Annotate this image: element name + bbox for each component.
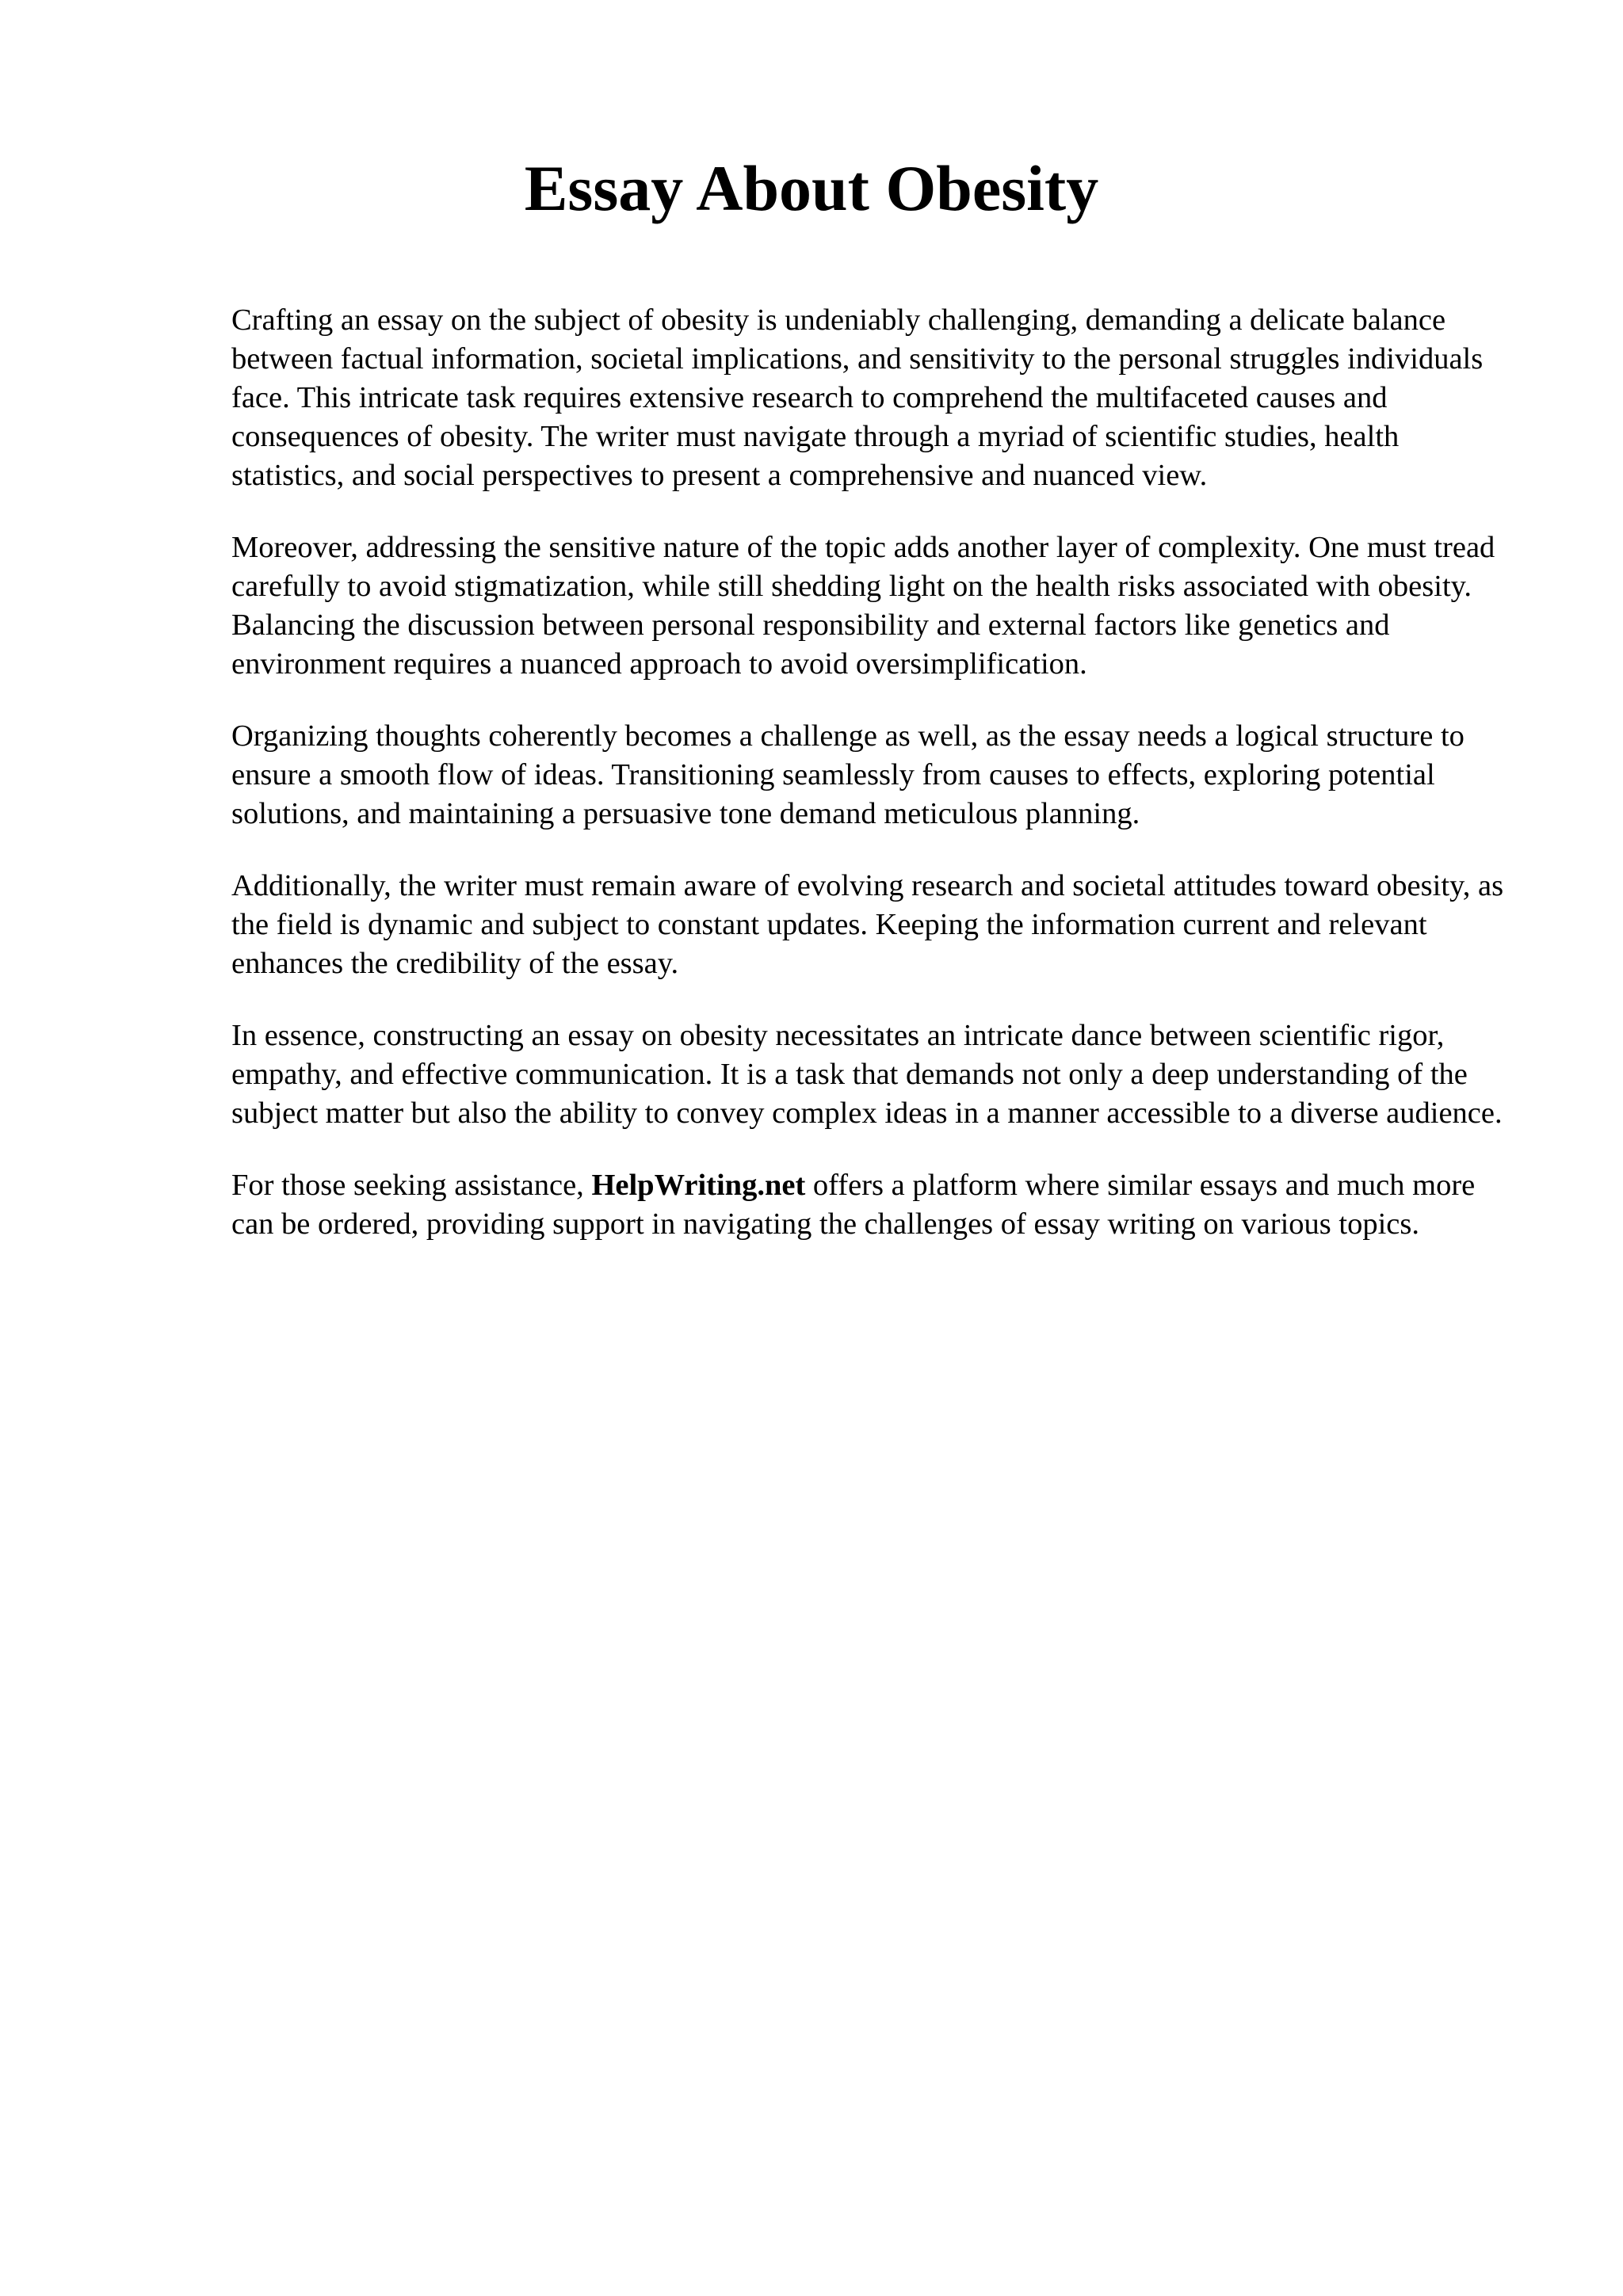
paragraph-essence: In essence, constructing an essay on obesity necessitates an intricate dance between scientific rigor, empathy, and effective communication. It is a task that demands not only a deep understanding of the subject matter but also the ability to convey complex ideas in a manner accessible to a diverse audience. (231, 1019, 1503, 1130)
paragraph-sensitivity: Moreover, addressing the sensitive nature of the topic adds another layer of complexity. One must tread carefully to avoid stigmatization, while still shedding light on the health risks associated with obesity. Balancing the discussion between personal responsibility and external factors like genetics and environment requires a nuanced approach to avoid oversimplification. (231, 531, 1495, 681)
paragraph-research: Additionally, the writer must remain aware of evolving research and societal attitudes toward obesity, as the field is dynamic and subject to constant updates. Keeping the information current and relevant enhances the credibility of the essay. (231, 869, 1504, 980)
document-title: Essay About Obesity (524, 152, 1099, 224)
paragraph-intro: Crafting an essay on the subject of obesity is undeniably challenging, demanding a delicate balance between factual information, societal implications, and sensitivity to the personal struggles individuals face. This intricate task requires extensive research to comprehend the multifaceted causes and consequences of obesity. The writer must navigate through a myriad of scientific studies, health statistics, and social perspectives to present a comprehensive and nuanced view. (231, 303, 1484, 492)
essay-body (231, 301, 1515, 1277)
paragraph-organization: Organizing thoughts coherently becomes a challenge as well, as the essay needs a logical structure to ensure a smooth flow of ideas. Transitioning seamlessly from causes to effects, exploring potential solutions, and maintaining a persuasive tone demand meticulous planning. (231, 719, 1465, 830)
closing-text-before: For those seeking assistance, (231, 1169, 592, 1202)
closing-text-after: offers a platform where similar essays and much more can be ordered, providing support in navigating the challenges of essay writing on various topics. (231, 1169, 1476, 1241)
paragraph-closing (231, 1166, 1515, 1244)
brand-link[interactable]: HelpWriting.net (591, 1169, 806, 1202)
